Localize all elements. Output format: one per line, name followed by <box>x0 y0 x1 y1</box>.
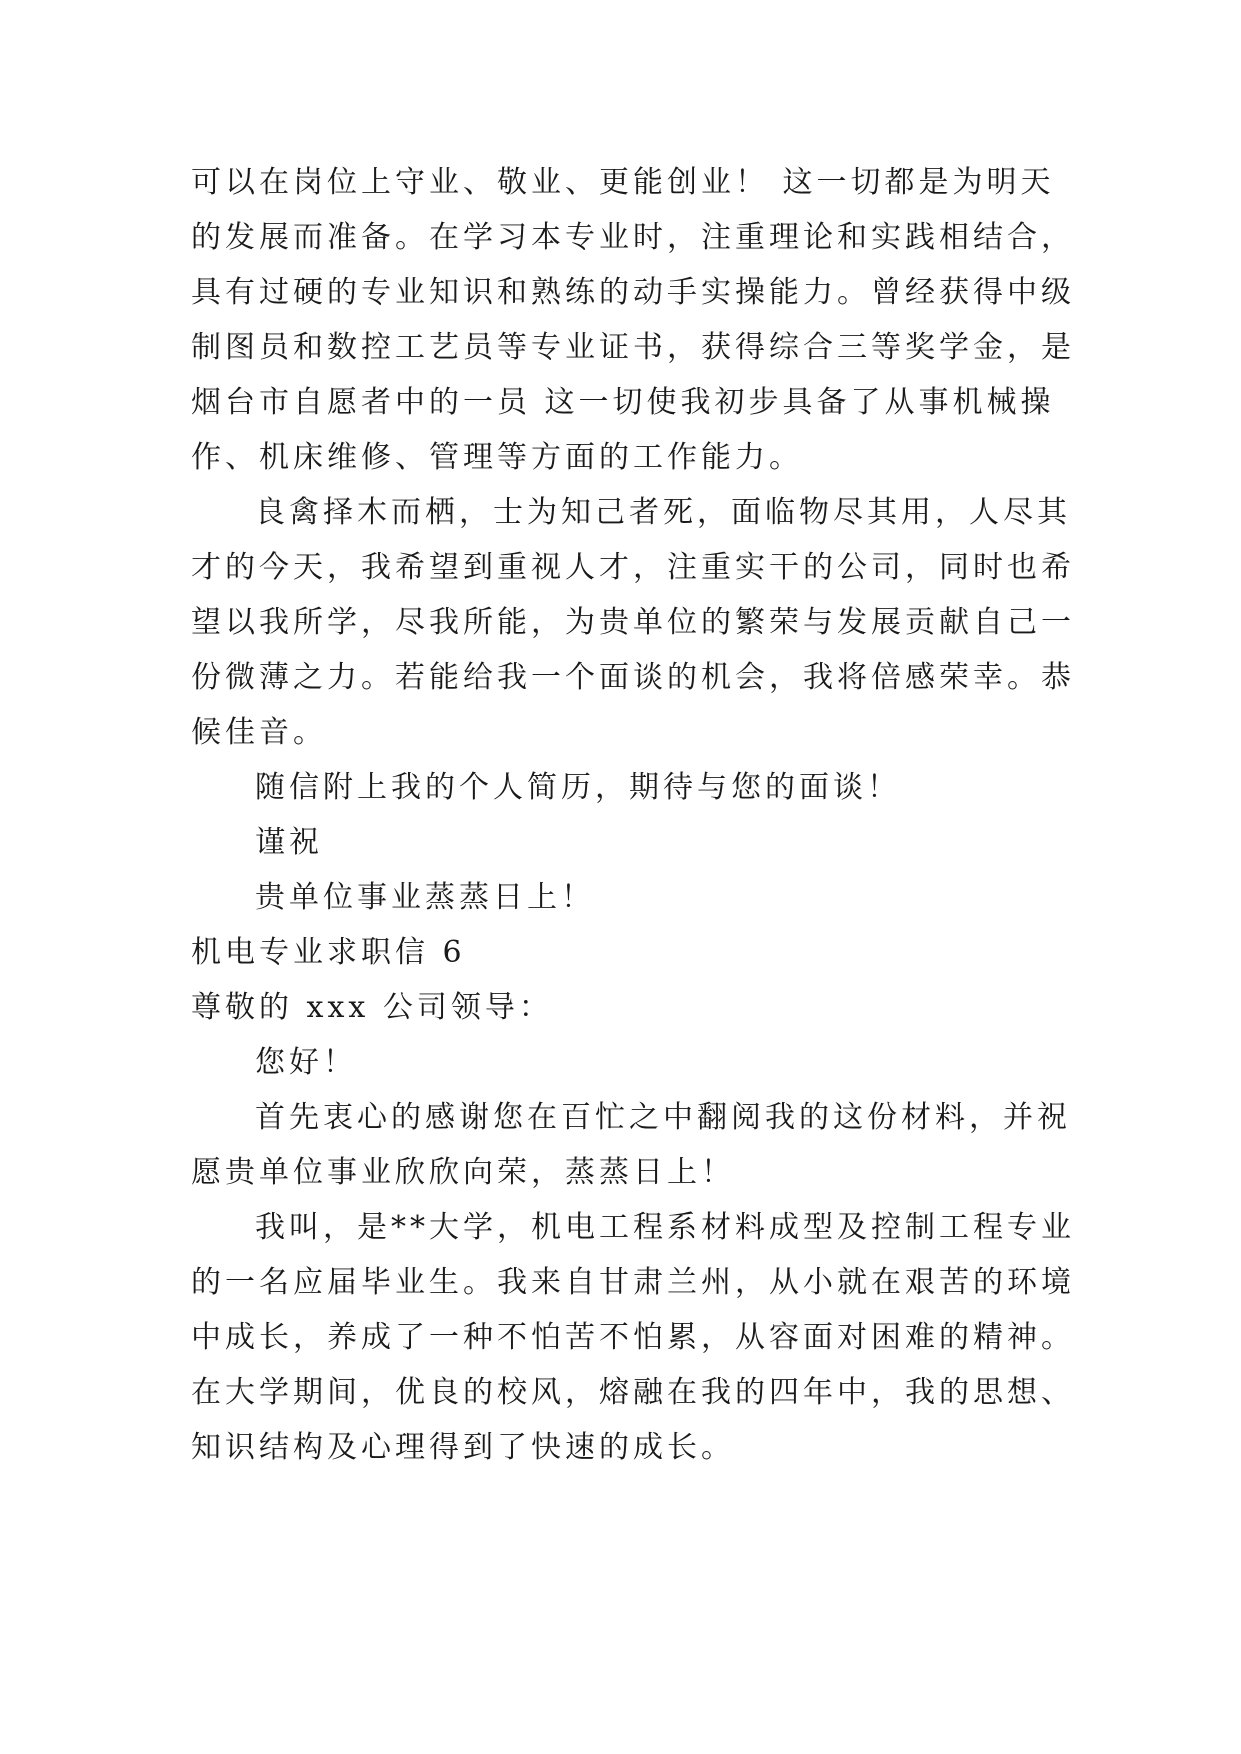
text-line: 在大学期间，优良的校风，熔融在我的四年中，我的思想、 <box>191 1375 1075 1410</box>
paragraph-first-line: 首先衷心的感谢您在百忙之中翻阅我的这份材料，并祝 <box>255 1100 1071 1135</box>
document-body <box>191 155 1075 1475</box>
text-line: 的发展而准备。在学习本专业时，注重理论和实践相结合， <box>191 220 1075 255</box>
text-line: 作、机床维修、管理等方面的工作能力。 <box>191 440 803 475</box>
text-line: 中成长，养成了一种不怕苦不怕累，从容面对困难的精神。 <box>191 1320 1075 1355</box>
text-line: 制图员和数控工艺员等专业证书，获得综合三等奖学金，是 <box>191 330 1075 365</box>
text-line: 具有过硬的专业知识和熟练的动手实操能力。曾经获得中级 <box>191 275 1075 310</box>
salutation: 尊敬的 xxx 公司领导： <box>191 990 553 1025</box>
paragraph-first-line: 我叫，是**大学，机电工程系材料成型及控制工程专业 <box>255 1210 1075 1245</box>
section-heading: 机电专业求职信 6 <box>191 935 466 970</box>
closing-remark: 随信附上我的个人简历，期待与您的面谈！ <box>255 770 901 805</box>
text-line: 烟台市自愿者中的一员 这一切使我初步具备了从事机械操 <box>191 385 1055 420</box>
salutation-closing: 谨祝 <box>255 825 323 860</box>
text-line: 候佳音。 <box>191 715 327 750</box>
text-line: 份微薄之力。若能给我一个面谈的机会，我将倍感荣幸。恭 <box>191 660 1075 695</box>
greeting: 您好！ <box>255 1045 357 1080</box>
text-line: 可以在岗位上守业、敬业、更能创业！ 这一切都是为明天 <box>191 165 1055 200</box>
text-line: 才的今天，我希望到重视人才，注重实干的公司，同时也希 <box>191 550 1075 585</box>
paragraph-first-line: 良禽择木而栖，士为知己者死，面临物尽其用，人尽其 <box>255 495 1071 530</box>
text-line: 愿贵单位事业欣欣向荣，蒸蒸日上！ <box>191 1155 735 1190</box>
text-line: 望以我所学，尽我所能，为贵单位的繁荣与发展贡献自己一 <box>191 605 1075 640</box>
text-line: 的一名应届毕业生。我来自甘肃兰州，从小就在艰苦的环境 <box>191 1265 1075 1300</box>
text-line: 知识结构及心理得到了快速的成长。 <box>191 1430 735 1465</box>
closing-wish: 贵单位事业蒸蒸日上！ <box>255 880 595 915</box>
